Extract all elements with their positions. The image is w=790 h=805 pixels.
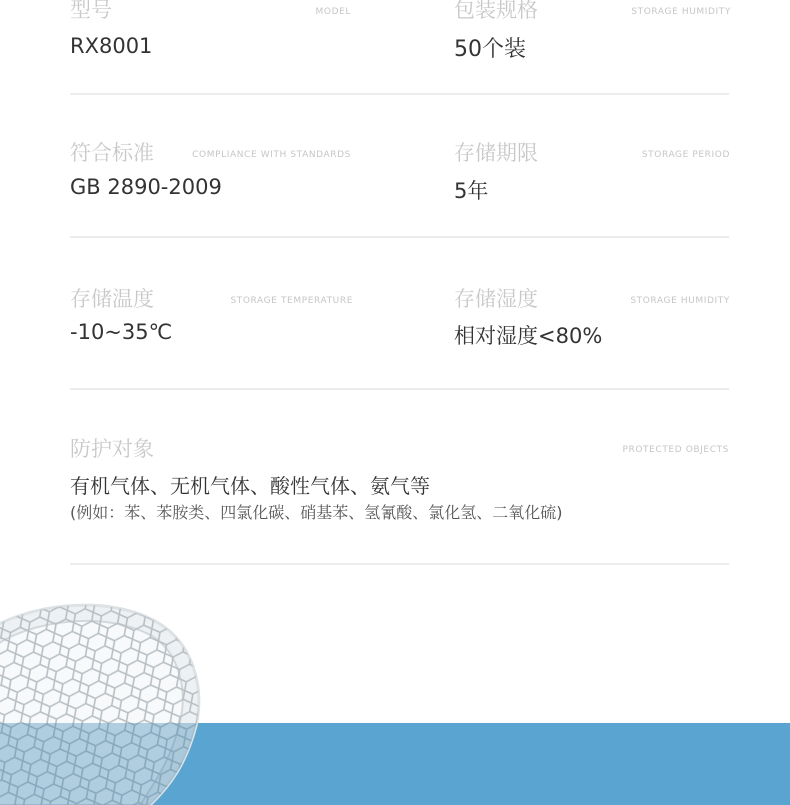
spec-period [454, 137, 730, 207]
spec-label-en: MODEL [315, 7, 351, 17]
divider [70, 93, 729, 95]
divider [70, 236, 729, 238]
spec-label-en: STORAGE HUMIDITY [630, 296, 730, 306]
spec-standard [70, 137, 351, 207]
spec-model [70, 0, 351, 64]
spec-label: 符合标准 [70, 141, 154, 165]
spec-label: 型号 [70, 0, 112, 22]
spec-value: GB 2890-2009 [70, 175, 222, 199]
protected-objects-value: 有机气体、无机气体、酸性气体、氨气等 [70, 474, 430, 498]
spec-label: 存储温度 [70, 287, 154, 311]
spec-label-en: STORAGE PERIOD [641, 150, 730, 160]
spec-objects [70, 433, 729, 463]
spec-temperature [70, 283, 353, 353]
divider [70, 563, 729, 565]
protected-objects-examples: (例如：苯、苯胺类、四氯化碳、硝基苯、氢氰酸、氯化氢、二氧化硫) [70, 503, 563, 522]
spec-value: RX8001 [70, 34, 153, 58]
spec-label-en: PROTECTED OBJECTS [622, 445, 729, 455]
spec-label: 存储期限 [454, 141, 538, 165]
spec-value: 5年 [454, 179, 489, 203]
spec-label-en: STORAGE TEMPERATURE [230, 296, 353, 306]
divider [70, 388, 729, 390]
spec-value: -10~35℃ [70, 320, 173, 344]
filter-cartridge-image [0, 596, 210, 805]
spec-label: 防护对象 [70, 437, 154, 461]
spec-value: 50个装 [454, 37, 526, 62]
spec-value: 相对湿度<80% [454, 324, 603, 348]
spec-label: 包装规格 [454, 0, 538, 22]
spec-label-en: STORAGE HUMIDITY [631, 7, 731, 17]
spec-label-en: COMPLIANCE WITH STANDARDS [192, 150, 351, 160]
spec-packaging [454, 0, 731, 64]
spec-label: 存储湿度 [454, 287, 538, 311]
spec-humidity [454, 283, 730, 353]
